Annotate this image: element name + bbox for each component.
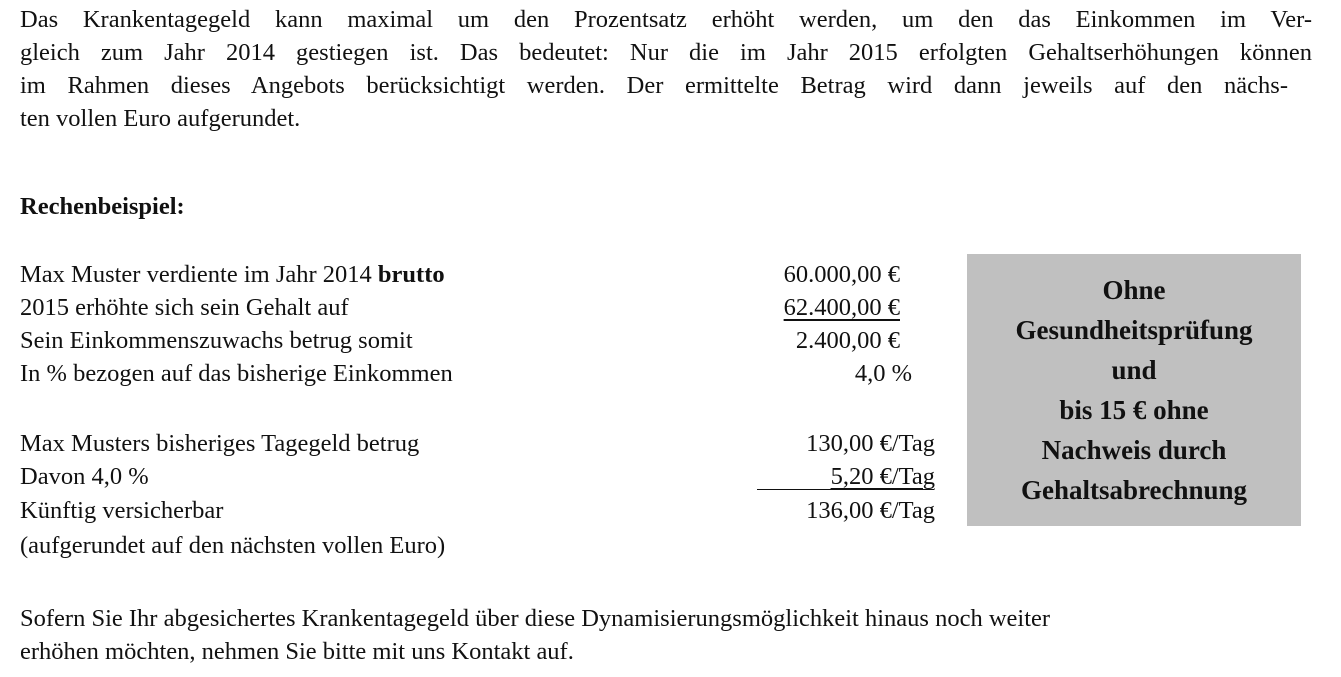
info-box-line: bis 15 € ohne [1059,395,1209,425]
income-row-percent [20,357,920,390]
income-row-label: Sein Einkommenszuwachs betrug somit [20,327,413,354]
sum-rule [757,489,934,490]
info-box [967,254,1301,526]
info-box-line: und [1111,355,1157,385]
intro-line: Das Krankentagegeld kann maximal um den Prozentsatz erhöht werden, um den das Einkommen im Ver- [20,6,1312,33]
income-row-label: Max Muster verdiente im Jahr 2014 brutto [20,261,445,288]
income-row-value: 60.000,00 € [783,261,900,288]
daily-row-current [20,427,935,460]
income-row-increase [20,324,920,357]
intro-paragraph [20,3,1312,135]
daily-row-label: Künftig versicherbar [20,497,224,524]
income-row-label: In % bezogen auf das bisherige Einkommen [20,360,453,387]
info-box-line: Ohne [1102,275,1166,305]
daily-row-label: (aufgerundet auf den nächsten vollen Euro) [20,532,446,559]
income-row-2014 [20,258,920,291]
income-row-label: 2015 erhöhte sich sein Gehalt auf [20,294,349,321]
brutto-label: brutto [377,261,445,288]
daily-row-label: Davon 4,0 % [20,463,149,490]
intro-line: gleich zum Jahr 2014 gestiegen ist. Das bedeutet: Nur die im Jahr 2015 erfolgten Gehaltserhöhungen können [20,39,1312,66]
info-box-line: Nachweis durch [1041,435,1227,465]
daily-row-value: 136,00 €/Tag [806,497,935,524]
intro-line: im Rahmen dieses Angebots berücksichtigt werden. Der ermittelte Betrag wird dann jeweils auf den nächs- [20,72,1288,99]
closing-line: erhöhen möchten, nehmen Sie bitte mit uns Kontakt auf. [20,638,574,665]
income-row-value: 2.400,00 € [795,327,900,354]
daily-row-value: 130,00 €/Tag [806,430,935,457]
closing-line: Sofern Sie Ihr abgesichertes Krankentagegeld über diese Dynamisierungsmöglichkeit hinaus noch weiter [20,605,1051,632]
daily-row-value: 5,20 €/Tag [830,463,935,490]
daily-row-label: Max Musters bisheriges Tagegeld betrug [20,430,420,457]
daily-row-future [20,494,935,527]
daily-row-note [20,529,935,562]
intro-line: ten vollen Euro aufgerundet. [20,105,301,132]
closing-paragraph [20,602,1050,668]
income-row-value: 4,0 % [854,360,912,387]
income-row-2015 [20,291,920,324]
info-box-line: Gesundheitsprüfung [1015,315,1253,345]
income-row-value: 62.400,00 € [783,294,900,321]
example-heading: Rechenbeispiel: [20,193,185,220]
info-box-line: Gehaltsabrechnung [1020,475,1248,505]
